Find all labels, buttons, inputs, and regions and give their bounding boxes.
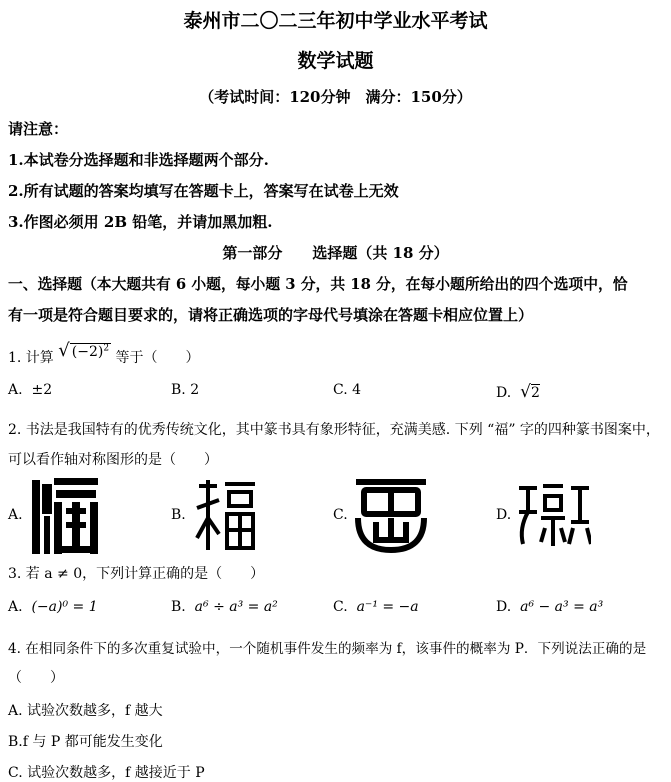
exam-title: 泰州市二〇二三年初中学业水平考试 (183, 10, 488, 32)
question-4-stem-line2: （ ） (8, 670, 64, 686)
sqrt-expression: √ $(-2)^2$ (58, 340, 110, 361)
q2-option-d[interactable]: D. (496, 507, 512, 523)
seal-fu-b-image (193, 478, 259, 552)
q2-option-b[interactable]: B. (171, 507, 186, 523)
q1-option-a[interactable]: A. ±2 (8, 382, 53, 398)
notes-heading: 请注意： (8, 120, 69, 138)
exam-subtitle: 数学试题 (297, 50, 374, 72)
q3-option-d[interactable]: D. a⁶ − a³ = a³ (496, 599, 604, 615)
q1-option-c[interactable]: C. 4 (333, 382, 362, 398)
note-item: 2.所有试题的答案均填写在答题卡上，答案写在试卷上无效 (8, 182, 399, 200)
q2-option-a[interactable]: A. (8, 507, 23, 523)
seal-fu-d-image (515, 482, 591, 548)
question-3-stem: 3. 若 a ≠ 0，下列计算正确的是（ ） (8, 566, 265, 582)
q1-option-d[interactable]: D. √2 (496, 382, 540, 402)
q4-option-a[interactable]: A. 试验次数越多，f 越大 (8, 703, 163, 719)
q4-option-c[interactable]: C. 试验次数越多，f 越接近于 P (8, 765, 205, 781)
question-4-stem-line1: 4. 在相同条件下的多次重复试验中，一个随机事件发生的频率为 f，该事件的概率为 P．下列说法正确的是 (8, 641, 647, 657)
question-2-stem-line1: 2. 书法是我国特有的优秀传统文化，其中篆书具有象形特征，充满美感. 下列 “福” 字的四种篆书图案中， (8, 422, 660, 438)
part-instruction-line2: 有一项是符合题目要求的，请将正确选项的字母代号填涂在答题卡相应位置上） (8, 306, 534, 324)
question-1-stem: 1. 计算 √ $(-2)^2$ 等于（ ） (8, 340, 200, 366)
note-item: 3.作图必须用 2B 铅笔，并请加黑加粗. (8, 213, 273, 231)
part-title: 第一部分 选择题（共 18 分） (222, 244, 449, 262)
exam-info: （考试时间：120分钟 满分：150分） (199, 88, 472, 106)
q3-option-c[interactable]: C. a⁻¹ = −a (333, 599, 419, 615)
q2-option-c[interactable]: C. (333, 507, 348, 523)
question-2-stem-line2: 可以看作轴对称图形的是（ ） (8, 452, 218, 468)
seal-fu-a-image (30, 476, 102, 558)
q4-option-b[interactable]: B.f 与 P 都可能发生变化 (8, 734, 163, 750)
seal-fu-c-image (350, 474, 432, 554)
q3-option-b[interactable]: B. a⁶ ÷ a³ = a² (171, 599, 278, 615)
part-instruction-line1: 一、选择题（本大题共有 6 小题，每小题 3 分，共 18 分，在每小题所给出的四个选项中，恰 (8, 276, 628, 293)
q1-option-b[interactable]: B. 2 (171, 382, 200, 398)
note-item: 1.本试卷分选择题和非选择题两个部分. (8, 151, 269, 169)
q3-option-a[interactable]: A. (−a)⁰ = 1 (8, 599, 98, 615)
